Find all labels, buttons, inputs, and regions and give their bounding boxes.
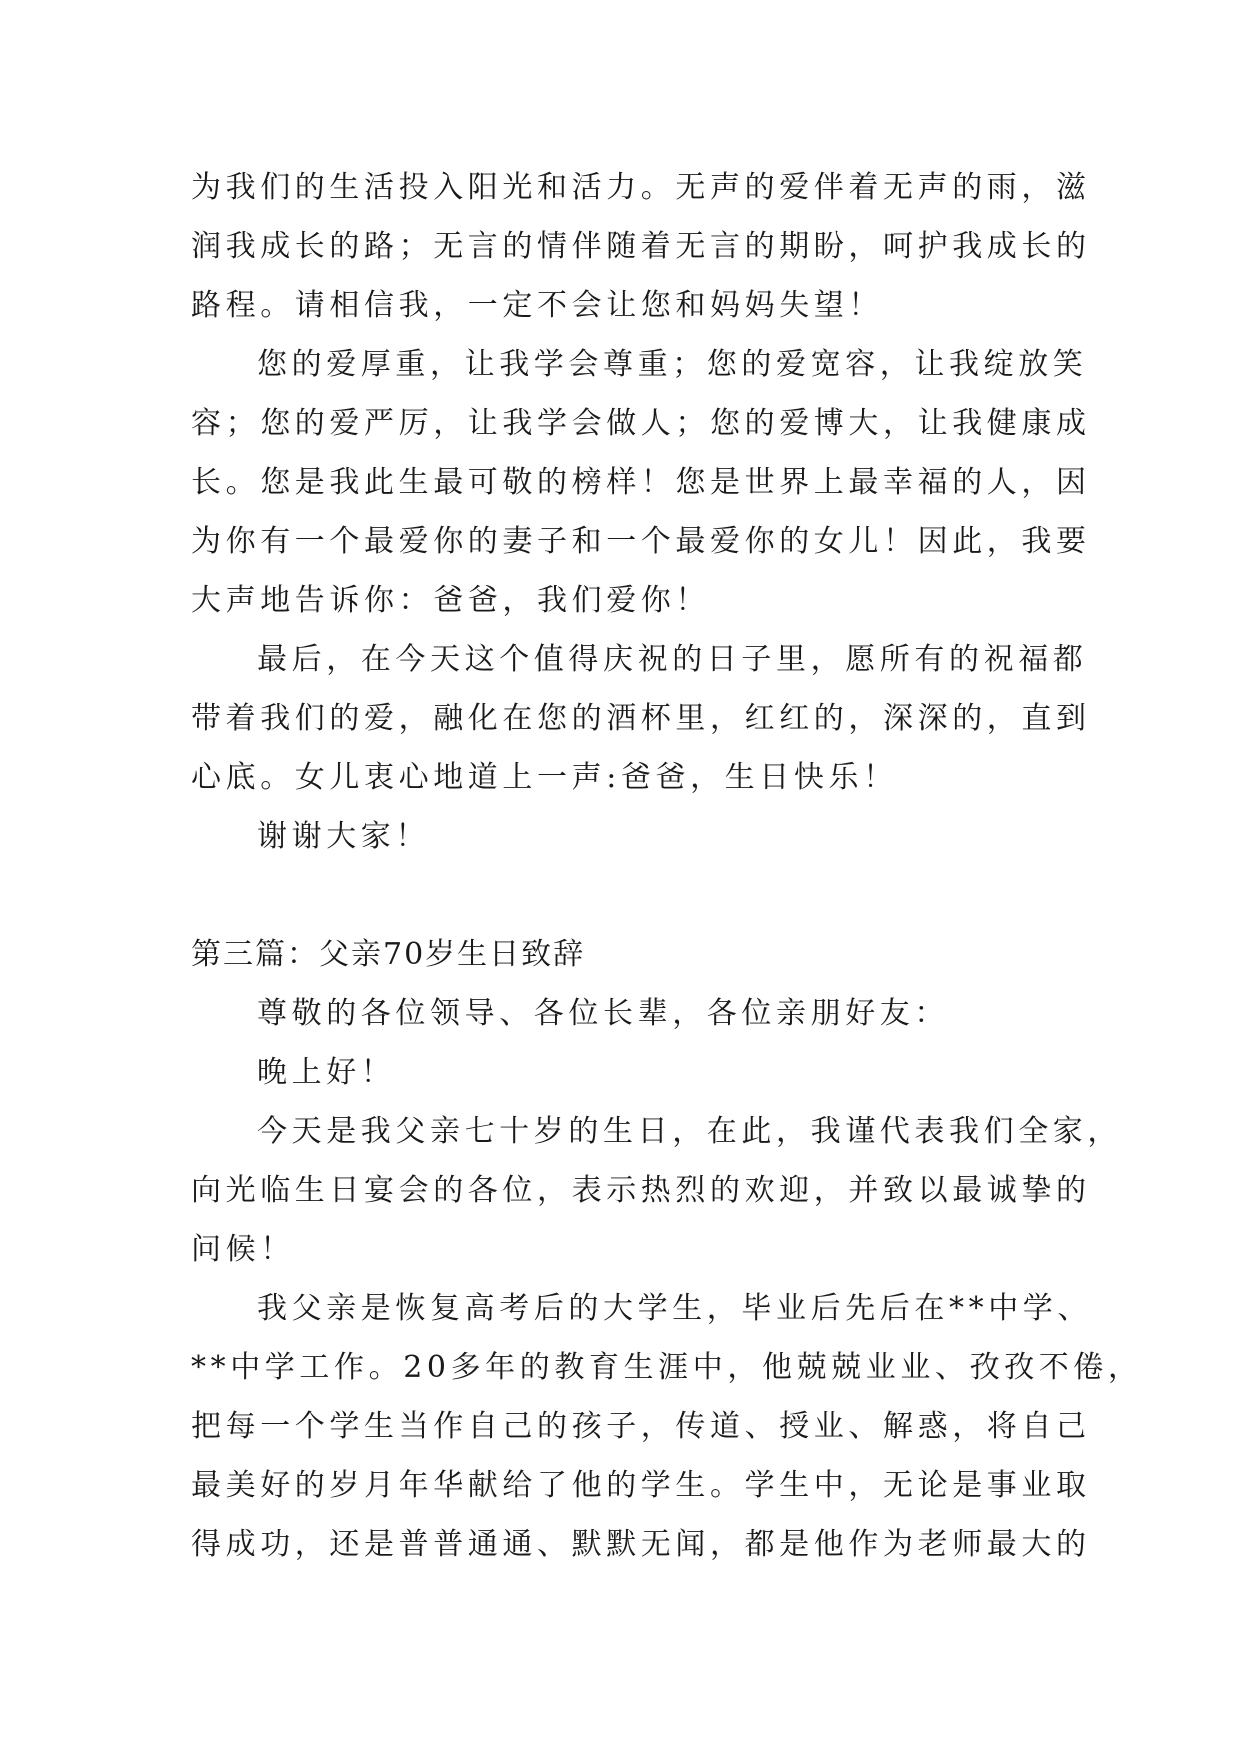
paragraph-line: 最后，在今天这个值得庆祝的日子里，愿所有的祝福都 bbox=[257, 642, 1088, 677]
paragraph-line: 向光临生日宴会的各位，表示热烈的欢迎，并致以最诚挚的 bbox=[191, 1173, 1091, 1208]
paragraph-line: 为我们的生活投入阳光和活力。无声的爱伴着无声的雨，滋 bbox=[191, 170, 1091, 205]
paragraph-line: 今天是我父亲七十岁的生日，在此，我谨代表我们全家， bbox=[257, 1114, 1122, 1149]
paragraph-line: 心底。女儿衷心地道上一声:爸爸，生日快乐！ bbox=[191, 760, 898, 795]
closing-line: 谢谢大家！ bbox=[257, 819, 430, 854]
paragraph-line: 路程。请相信我，一定不会让您和妈妈失望！ bbox=[191, 288, 883, 323]
paragraph-line: 把每一个学生当作自己的孩子，传道、授业、解惑，将自己 bbox=[191, 1409, 1091, 1444]
paragraph-line: 带着我们的爱，融化在您的酒杯里，红红的，深深的，直到 bbox=[191, 701, 1091, 736]
paragraph-line: 我父亲是恢复高考后的大学生，毕业后先后在**中学、 bbox=[257, 1291, 1092, 1326]
section-heading: 第三篇：父亲70岁生日致辞 bbox=[191, 937, 586, 972]
paragraph-line: 问候！ bbox=[191, 1232, 295, 1267]
salutation-line: 尊敬的各位领导、各位长辈，各位亲朋好友： bbox=[257, 996, 949, 1031]
paragraph-line: 容；您的爱严厉，让我学会做人；您的爱博大，让我健康成 bbox=[191, 406, 1091, 441]
paragraph-line: 您的爱厚重，让我学会尊重；您的爱宽容，让我绽放笑 bbox=[257, 347, 1088, 382]
paragraph-line: 为你有一个最爱你的妻子和一个最爱你的女儿！因此，我要 bbox=[191, 524, 1091, 559]
paragraph-line: 长。您是我此生最可敬的榜样！您是世界上最幸福的人，因 bbox=[191, 465, 1091, 500]
paragraph-line: **中学工作。20多年的教育生涯中，他兢兢业业、孜孜不倦， bbox=[191, 1350, 1143, 1385]
speech-part-two bbox=[191, 158, 1091, 866]
paragraph-line: 大声地告诉你：爸爸，我们爱你！ bbox=[191, 583, 710, 618]
greeting-line: 晚上好！ bbox=[257, 1055, 396, 1090]
paragraph-line: 最美好的岁月年华献给了他的学生。学生中，无论是事业取 bbox=[191, 1468, 1091, 1503]
paragraph-line: 润我成长的路；无言的情伴随着无言的期盼，呵护我成长的 bbox=[191, 229, 1091, 264]
speech-part-three bbox=[191, 925, 1143, 1574]
paragraph-line: 得成功，还是普普通通、默默无闻，都是他作为老师最大的 bbox=[191, 1527, 1091, 1562]
